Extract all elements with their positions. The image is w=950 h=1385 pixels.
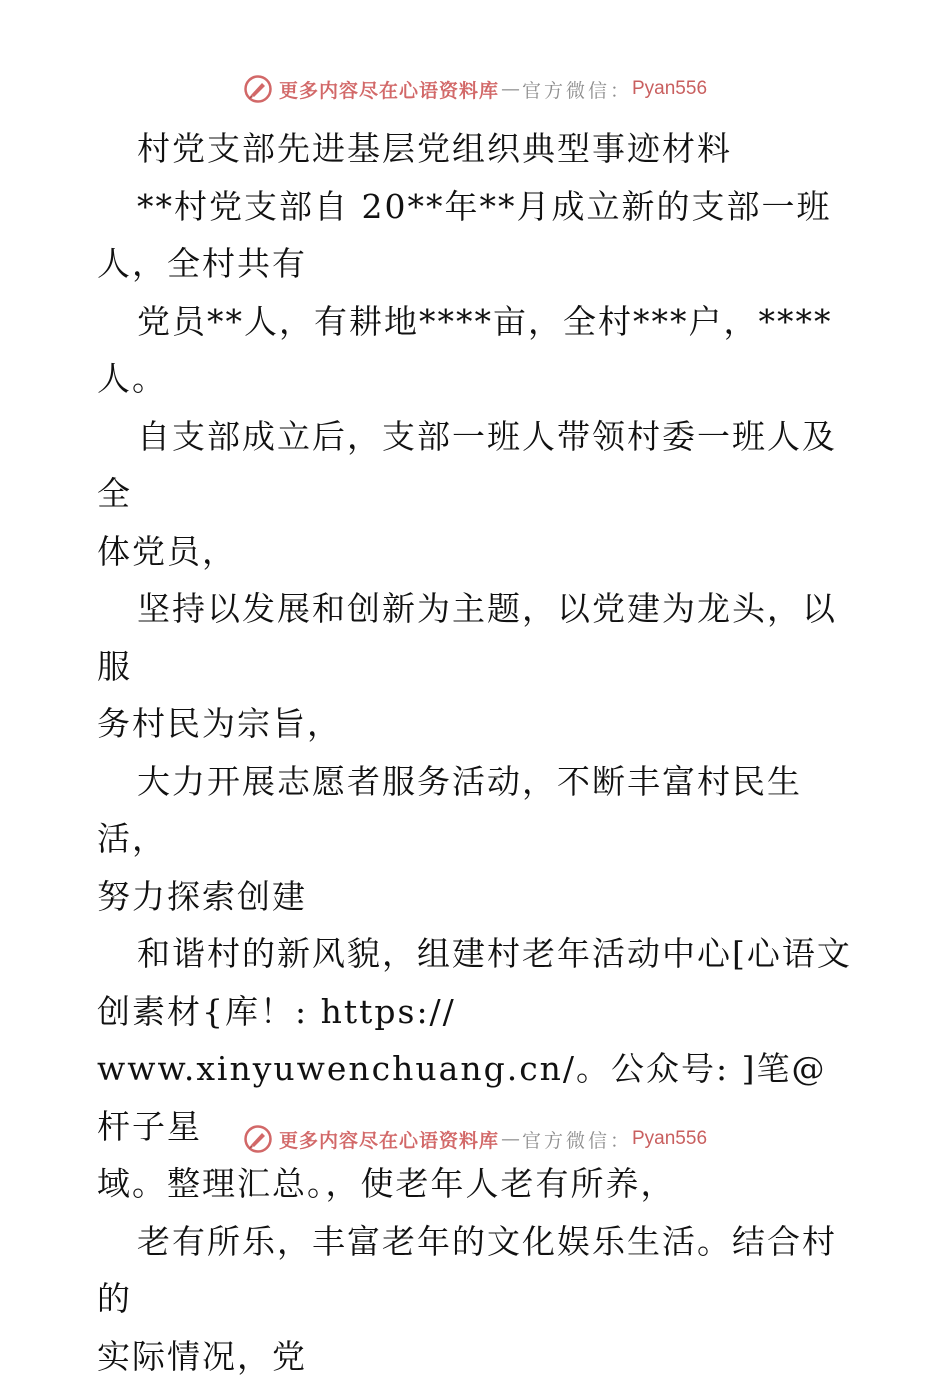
footer-banner: [0, 1121, 950, 1157]
banner-text: 更多内容尽在心语资料库: [279, 76, 499, 103]
header-banner: [0, 71, 950, 107]
pen-logo-icon: [243, 1124, 273, 1154]
paragraph: 坚持以发展和创新为主题，以党建为龙头，以服 务村民为宗旨，: [97, 580, 857, 753]
banner-dash: —: [501, 1128, 520, 1150]
paragraph: 和谐村的新风貌，组建村老年活动中心[心语文 创素材{库！: https://: [97, 925, 857, 1040]
banner-text: 更多内容尽在心语资料库: [279, 1126, 499, 1153]
banner-dash: —: [501, 78, 520, 100]
paragraph: 老有所乐，丰富老年的文化娱乐生活。结合村的 实际情况，党: [97, 1213, 857, 1385]
banner-label: 官方微信：: [522, 76, 632, 103]
paragraph: 大力开展志愿者服务活动，不断丰富村民生活， 努力探索创建: [97, 753, 857, 926]
banner-account: Pyan556: [632, 1128, 707, 1150]
pen-logo-icon: [243, 74, 273, 104]
document-title: 村党支部先进基层党组织典型事迹材料: [97, 120, 857, 178]
document-body: [97, 120, 857, 1385]
banner-account: Pyan556: [632, 78, 707, 100]
paragraph: 党员**人，有耕地****亩，全村***户，**** 人。: [97, 293, 857, 408]
banner-label: 官方微信：: [522, 1126, 632, 1153]
paragraph: 自支部成立后，支部一班人带领村委一班人及全 体党员，: [97, 408, 857, 581]
paragraph: **村党支部自 20**年**月成立新的支部一班 人，全村共有: [97, 178, 857, 293]
paragraph-continued: www.xinyuwenchuang.cn/。公众号: ]笔@杆子星: [97, 1040, 857, 1155]
paragraph-continued: 域。整理汇总。，使老年人老有所养，: [97, 1155, 857, 1213]
